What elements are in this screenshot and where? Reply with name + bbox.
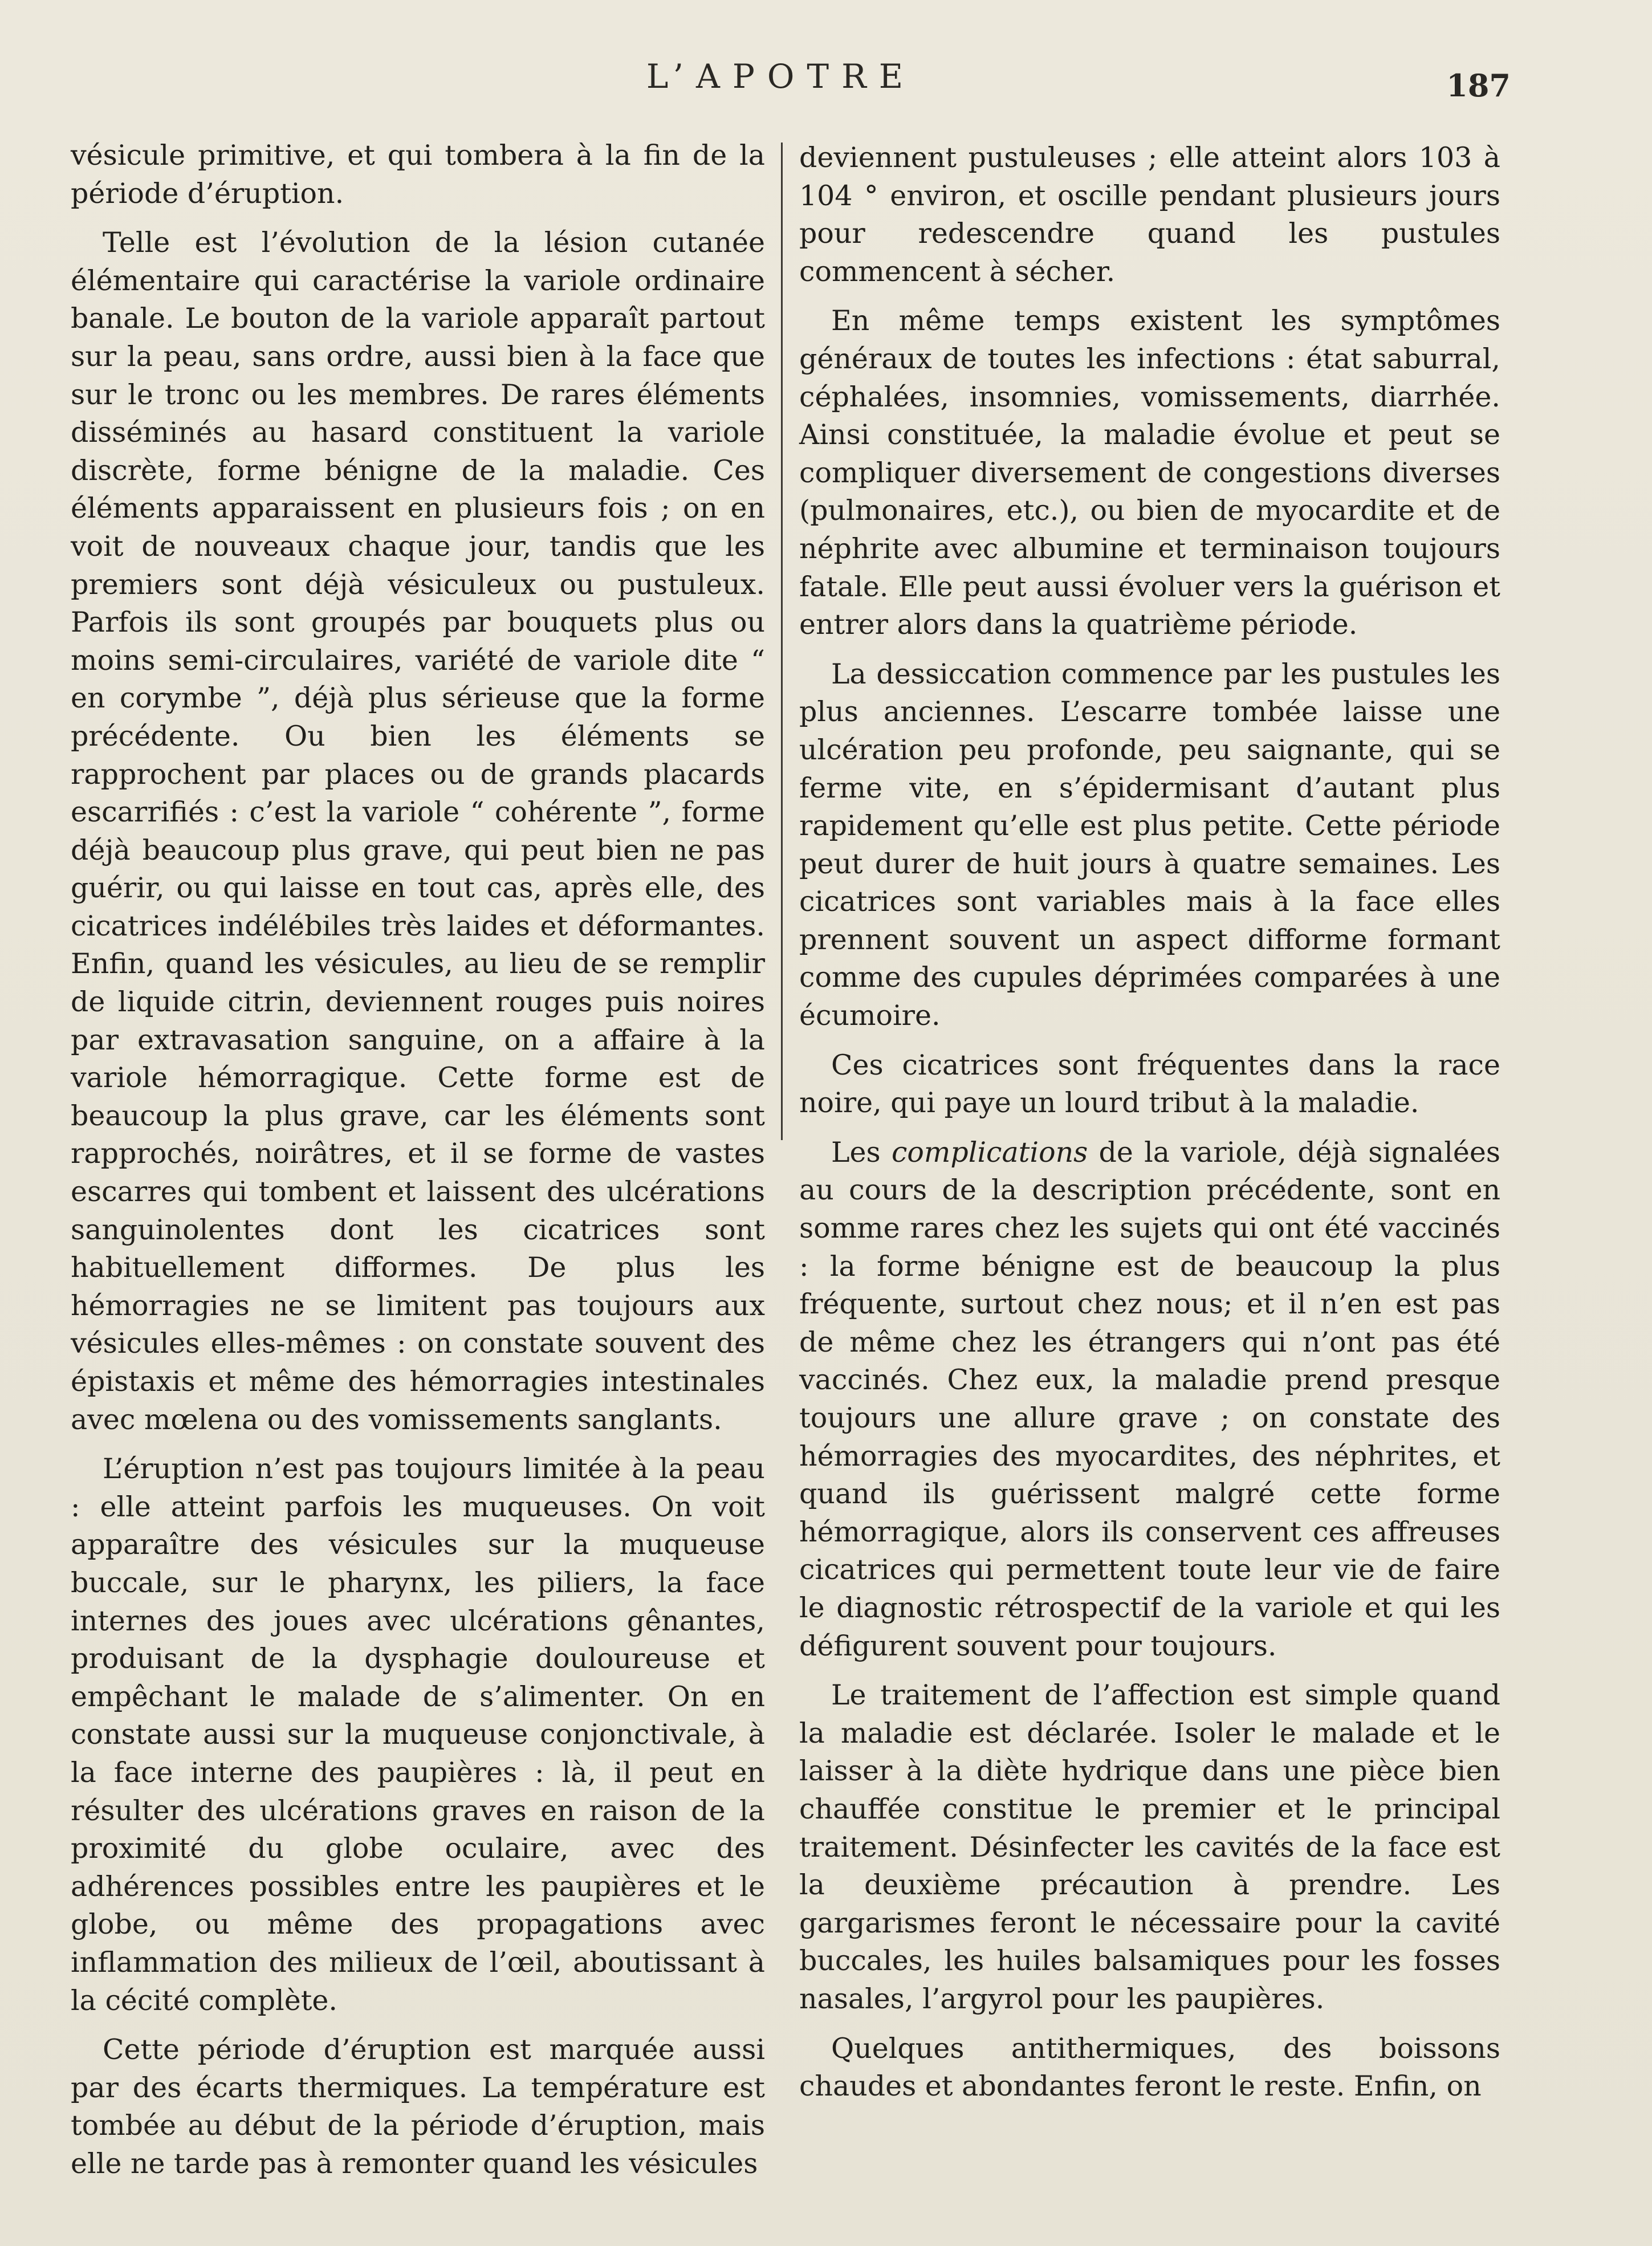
column-divider: [781, 143, 783, 1134]
right-column: [799, 139, 1500, 2117]
paragraph: deviennent pustuleuses ; elle atteint alors 103 à 104 ° environ, et oscille pendant plusieurs jours pour redescendre quand les pustules commencent à sécher.: [799, 141, 1500, 288]
paragraph: En même temps existent les symptômes généraux de toutes les infections : état saburral, céphalées, insomnies, vomissements, diarrhée. Ainsi constituée, la maladie évolue et peut se compliquer diversement de congestions diverses (pulmonaires, etc.), ou bien de myocardite et de néphrite avec albumine et terminaison toujours fatale. Elle peut aussi évoluer vers la guérison et entrer alors dans la quatrième période.: [799, 304, 1500, 641]
paragraph-complications: [799, 1134, 1500, 1665]
paragraph: Quelques antithermiques, des boissons chaudes et abondantes feront le reste. Enfin, on: [799, 2032, 1500, 2103]
page-number: 187: [1446, 67, 1511, 104]
paragraph-body: de la variole, déjà signalées au cours de la description précédente, sont en somme rares chez les sujets qui ont été vaccinés : la forme bénigne est de beaucoup la plus fréquente, surtout chez nous; et il n’en est pas de même chez les étrangers qui n’ont pas été vaccinés. Chez eux, la maladie prend presque toujours une allure grave ; on constate des hémorragies des myocardites, des néphrites, et quand ils guérissent malgré cette forme hémorragique, alors ils conservent ces affreuses cicatrices qui permettent toute leur vie de faire le diagnostic rétrospectif de la variole et qui les défigurent souvent pour toujours.: [799, 1136, 1501, 1662]
paragraph: Le traitement de l’affection est simple quand la maladie est déclarée. Isoler le malade et le laisser à la diète hydrique dans une pièce bien chauffée constitue le premier et le principal traitement. Désinfecter les cavités de la face est la deuxième précaution à prendre. Les gargarismes feront le nécessaire pour la cavité buccales, les huiles balsamiques pour les fosses nasales, l’argyrol pour les paupières.: [799, 1679, 1500, 2015]
emphasized-term: complications: [891, 1136, 1088, 1169]
paragraph: vésicule primitive, et qui tombera à la fin de la période d’éruption.: [71, 139, 765, 210]
paragraph: L’éruption n’est pas toujours limitée à la peau : elle atteint parfois les muqueuses. On voit apparaître des vésicules sur la muqueuse buccale, sur le pharynx, les piliers, la face internes des joues avec ulcérations gênantes, produisant de la dysphagie douloureuse et empêchant le malade de s’alimenter. On en constate aussi sur la muqueuse conjonctivale, à la face interne des paupières : là, il peut en résulter des ulcérations graves en raison de la proximité du globe oculaire, avec des adhérences possibles entre les paupières et le globe, ou même des propagations avec inflammation des milieux de l’œil, aboutissant à la cécité complète.: [71, 1452, 765, 2017]
column-divider-fragment: [781, 1117, 783, 1140]
left-column: [71, 137, 765, 2194]
paragraph: La dessiccation commence par les pustules les plus anciennes. L’escarre tombée laisse une ulcération peu profonde, peu saignante, qui se ferme vite, en s’épidermisant d’autant plus rapidement qu’elle est plus petite. Cette période peut durer de huit jours à quatre semaines. Les cicatrices sont variables mais à la face elles prennent souvent un aspect difforme formant comme des cupules déprimées comparées à une écumoire.: [799, 657, 1500, 1032]
paragraph: Cette période d’éruption est marquée aussi par des écarts thermiques. La température est tombée au début de la période d’éruption, mais elle ne tarde pas à remonter quand les vésicules: [71, 2033, 765, 2180]
running-title: L’APOTRE: [646, 57, 916, 96]
paragraph: Telle est l’évolution de la lésion cutanée élémentaire qui caractérise la variole ordinaire banale. Le bouton de la variole apparaît partout sur la peau, sans ordre, aussi bien à la face que sur le tronc ou les membres. De rares éléments disséminés au hasard constituent la variole discrète, forme bénigne de la maladie. Ces éléments apparaissent en plusieurs fois ; on en voit de nouveaux chaque jour, tandis que les premiers sont déjà vésiculeux ou pustuleux. Parfois ils sont groupés par bouquets plus ou moins semi-circulaires, variété de variole dite “ en corymbe ”, déjà plus sérieuse que la forme précédente. Ou bien les éléments se rapprochent par places ou de grands placards escarrifiés : c’est la variole “ cohérente ”, forme déjà beaucoup plus grave, qui peut bien ne pas guérir, ou qui laisse en tout cas, après elle, des cicatrices indélébiles très laides et déformantes. Enfin, quand les vésicules, au lieu de se remplir de liquide citrin, deviennent rouges puis noires par extravasation sanguine, on a affaire à la variole hémorragique. Cette forme est de beaucoup la plus grave, car les éléments sont rapprochés, noirâtres, et il se forme de vastes escarres qui tombent et laissent des ulcérations sanguinolentes dont les cicatrices sont habituellement difformes. De plus les hémorragies ne se limitent pas toujours aux vésicules elles-mêmes : on constate souvent des épistaxis et même des hémorragies intestinales avec mœlena ou des vomissements sanglants.: [71, 226, 765, 1436]
paragraph: Ces cicatrices sont fréquentes dans la race noire, qui paye un lourd tribut à la maladie.: [799, 1048, 1500, 1120]
paragraph-lead: Les: [831, 1136, 892, 1169]
